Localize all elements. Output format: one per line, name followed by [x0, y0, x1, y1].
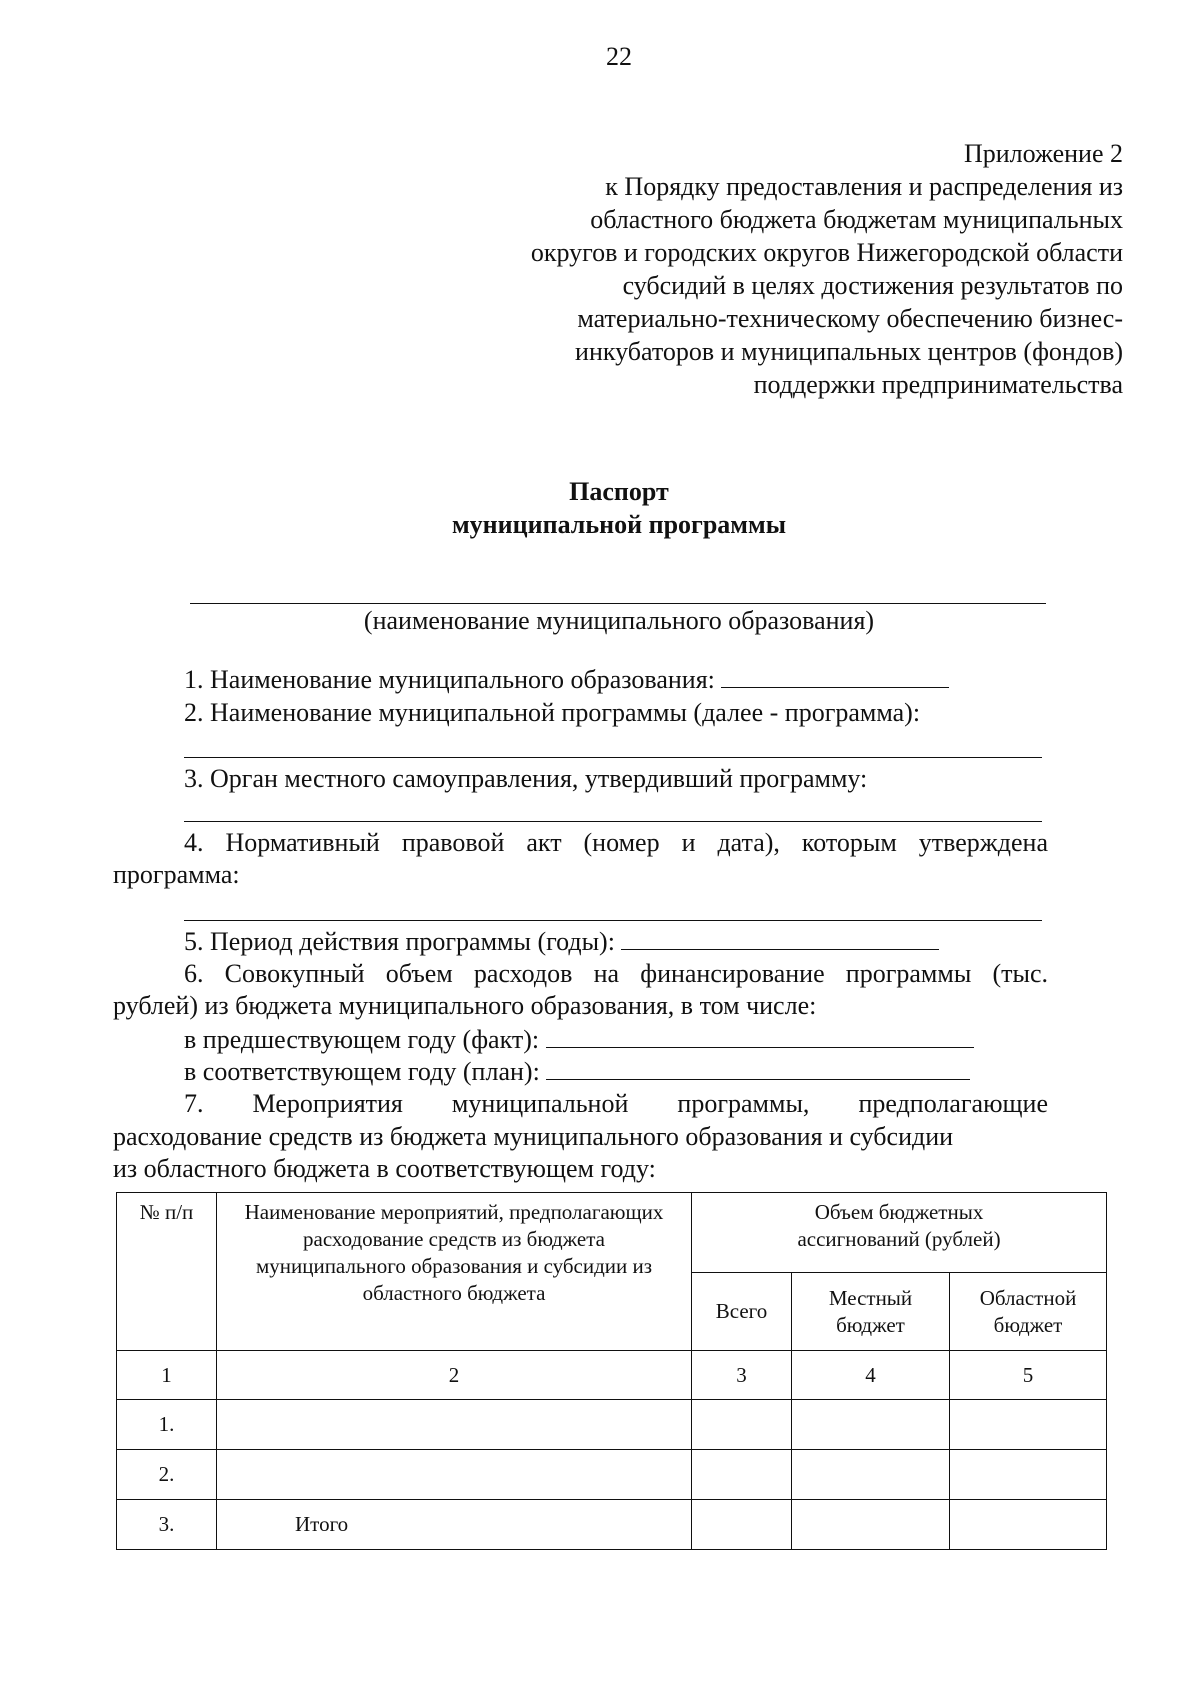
appendix-line: округов и городских округов Нижегородской области [530, 238, 1123, 267]
page-number: 22 [606, 42, 632, 71]
header-number: № п/п [117, 1193, 217, 1351]
header-total: Всего [692, 1273, 792, 1351]
item-7-line-2: расходование средств из бюджета муниципального образования и субсидии [113, 1122, 954, 1151]
appendix-block [531, 137, 1123, 401]
header-regional-budget: Областной бюджет [950, 1273, 1107, 1351]
table-row-total [117, 1500, 1107, 1550]
header-measure-name: Наименование мероприятий, предполагающих расходование средств из бюджета муниципального образования и субсидии из областного бюджета [217, 1193, 692, 1351]
column-number: 5 [950, 1351, 1107, 1400]
item-4-line-1: 4. Нормативный правовой акт (номер и дата), которым утверждена [184, 828, 1048, 857]
item-7-line-1: 7. Мероприятия муниципальной программы, предполагающие [184, 1089, 1048, 1118]
title-line-2: муниципальной программы [451, 510, 787, 539]
item-6-previous-year [184, 1023, 974, 1056]
row-total [692, 1500, 792, 1550]
appendix-line: субсидий в целях достижения результатов по [622, 271, 1123, 300]
item-2-blank-line [184, 757, 1042, 758]
item-4-line-2: программа: [113, 860, 240, 889]
appendix-line: к Порядку предоставления и распределения из [605, 172, 1123, 201]
item-6-current-label: в соответствующем году (план): [184, 1057, 540, 1086]
item-6-line-1: 6. Совокупный объем расходов на финансирование программы (тыс. [184, 959, 1048, 988]
item-6-current-year [184, 1055, 970, 1088]
column-number: 1 [117, 1351, 217, 1400]
row-number: 1. [117, 1400, 217, 1450]
item-5-blank [621, 925, 939, 950]
row-local [792, 1500, 950, 1550]
document-title [0, 475, 1200, 541]
item-6-current-blank [546, 1055, 970, 1080]
header-local-budget: Местный бюджет [792, 1273, 950, 1351]
item-3-label: 3. Орган местного самоуправления, утвердивший программу: [184, 764, 868, 793]
row-number: 3. [117, 1500, 217, 1550]
row-local [792, 1450, 950, 1500]
item-1 [184, 663, 949, 696]
title-line-1: Паспорт [569, 477, 669, 506]
item-2-label: 2. Наименование муниципальной программы (далее - программа): [184, 698, 921, 727]
appendix-line: Приложение 2 [963, 139, 1123, 168]
appendix-line: материально-техническому обеспечению бизнес- [577, 304, 1123, 333]
column-number: 2 [217, 1351, 692, 1400]
row-number: 2. [117, 1450, 217, 1500]
row-measure-name [217, 1400, 692, 1450]
item-1-label: 1. Наименование муниципального образования: [184, 665, 715, 694]
row-total [692, 1400, 792, 1450]
appendix-line: поддержки предпринимательства [753, 370, 1123, 399]
header-budget-volume: Объем бюджетных ассигнований (рублей) [692, 1193, 1107, 1273]
municipality-caption: (наименование муниципального образования) [363, 606, 875, 635]
table-row [117, 1450, 1107, 1500]
item-6-line-2: рублей) из бюджета муниципального образования, в том числе: [113, 991, 817, 1020]
measures-table [116, 1192, 1107, 1550]
appendix-line: областного бюджета бюджетам муниципальных [590, 205, 1123, 234]
row-total [692, 1450, 792, 1500]
item-6-previous-label: в предшествующем году (факт): [184, 1025, 540, 1054]
appendix-line: инкубаторов и муниципальных центров (фондов) [575, 337, 1123, 366]
item-3-blank-line [184, 821, 1042, 822]
row-regional [950, 1400, 1107, 1450]
item-5 [184, 925, 939, 958]
column-number: 4 [792, 1351, 950, 1400]
item-4-blank-line [184, 920, 1042, 921]
column-number: 3 [692, 1351, 792, 1400]
row-measure-name [217, 1450, 692, 1500]
row-regional [950, 1450, 1107, 1500]
item-5-label: 5. Период действия программы (годы): [184, 927, 615, 956]
row-measure-name: Итого [217, 1500, 692, 1550]
item-1-blank [721, 663, 949, 688]
table-row [117, 1400, 1107, 1450]
row-local [792, 1400, 950, 1450]
item-6-previous-blank [546, 1023, 974, 1048]
row-regional [950, 1500, 1107, 1550]
item-7-line-3: из областного бюджета в соответствующем году: [113, 1154, 656, 1183]
municipality-name-line [190, 603, 1046, 604]
